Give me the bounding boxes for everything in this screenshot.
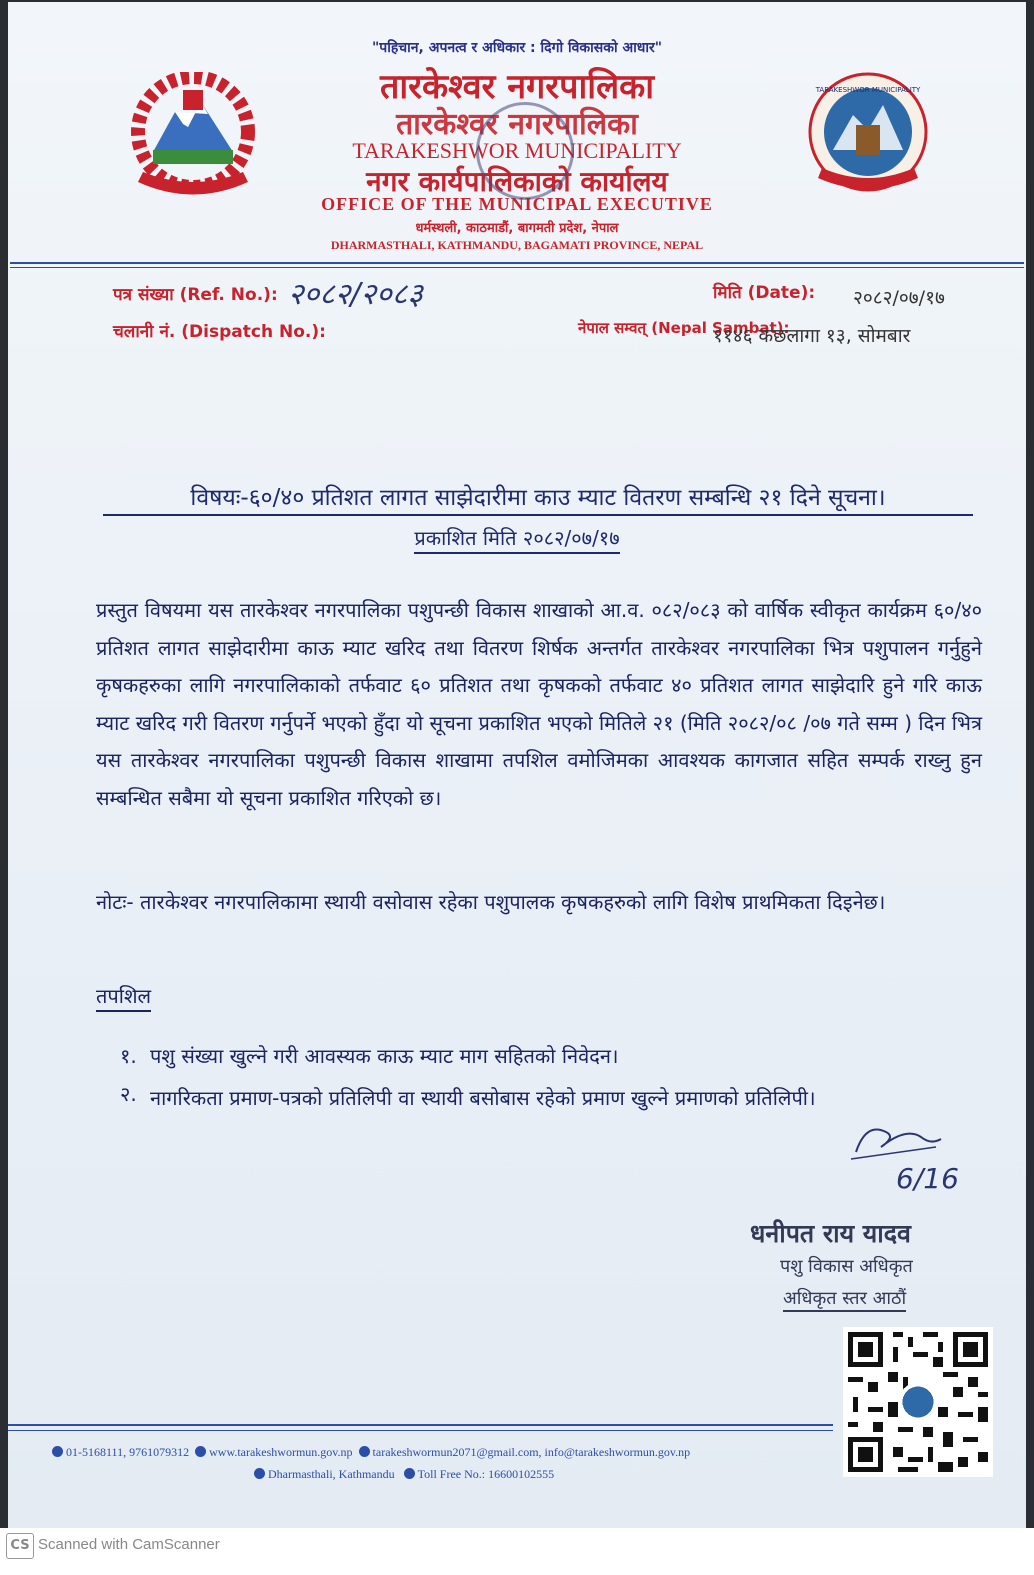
list-item-1-text: पशु संख्या खुल्ने गरी आवस्यक काऊ म्याट माग सहितको निवेदन। xyxy=(150,1044,619,1068)
date-value: २०८२/०७/१७ xyxy=(853,287,945,309)
published-date xyxy=(0,524,1034,551)
org-name-newari: तारकेश्वर नगरपालिका xyxy=(396,107,638,142)
footer-location: Dharmasthali, Kathmandu xyxy=(268,1467,395,1481)
org-name-english: TARAKESHWOR MUNICIPALITY xyxy=(352,138,682,163)
signatory-level: अधिकृत स्तर आठौं xyxy=(783,1286,906,1312)
footer-phone: 01-5168111, 9761079312 xyxy=(66,1445,190,1459)
note-paragraph: नोटः- तारकेश्वर नगरपालिकामा स्थायी वसोवास रहेका पशुपालक कृषकहरुको लागि विशेष प्राथमिकता दिइनेछ। xyxy=(96,890,886,914)
footer-rule-bottom xyxy=(8,1430,833,1431)
published-date-text: प्रकाशित मिति २०८२/०७/१७ xyxy=(414,526,619,554)
office-seal-stamp xyxy=(476,102,574,200)
list-heading: तपशिल xyxy=(96,982,151,1012)
office-name-english: OFFICE OF THE MUNICIPAL EXECUTIVE xyxy=(321,194,713,214)
signatory-name: धनीपत राय यादव xyxy=(750,1219,911,1248)
phone-icon xyxy=(52,1446,63,1457)
signatory-designation: पशु विकास अधिकृत xyxy=(780,1256,913,1277)
office-name-nepali: नगर कार्यपालिकाको कार्यालय xyxy=(366,165,668,198)
globe-icon xyxy=(195,1446,206,1457)
ref-value-handwritten: २०८२/२०८३ xyxy=(288,277,423,312)
body-paragraph: प्रस्तुत विषयमा यस तारकेश्वर नगरपालिका पशुपन्छी विकास शाखाको आ.व. ०८२/०८३ को वार्षिक स्वीकृत कार्यक्रम ६०/४० प्रतिशत लागत साझेदारीमा काऊ म्याट खरिद तथा वितरण शिर्षक अन्तर्गत तारकेश्वर नगरपालिका भित्र पशुपालन गर्नुहुने कृषकहरुका लागि नगरपालिकाको तर्फवाट ६० प्रतिशत तथा कृषकको तर्फवाट ४० प्रतिशत लागत साझेदारि हुने गरि काऊ म्याट खरिद गरी वितरण गर्नुपर्ने भएको हुँदा यो सूचना प्रकाशित भएको मितिले २१ (मिति २०८२/०८ /०७ गते सम्म ) दिन भित्र यस तारकेश्वर नगरपालिका पशुपन्छी विकास शाखामा तपशिल वमोजिमका आवश्यक कागजात सहित सम्पर्क राख्नु हुन सम्बन्धित सबैमा यो सूचना प्रकाशित गरिएको छ। xyxy=(96,598,982,810)
dispatch-label: चलानी नं. (Dispatch No.): xyxy=(113,322,326,342)
nepal-sambat-value: ११४६ कछलागा १३, सोमबार xyxy=(713,325,911,347)
footer-email[interactable]: tarakeshwormun2071@gmail.com, info@tarakeshwormun.gov.np xyxy=(372,1445,691,1459)
notice-subject: विषयः-६०/४० प्रतिशत लागत साझेदारीमा काउ म्याट वितरण सम्बन्धि २१ दिने सूचना। xyxy=(103,480,973,516)
address-english: DHARMASTHALI, KATHMANDU, BAGAMATI PROVINCE, NEPAL xyxy=(330,238,704,252)
signature-date-handwritten: 6/16 xyxy=(896,1162,959,1195)
camscanner-logo: CS xyxy=(6,1533,34,1559)
header-rule-bottom xyxy=(10,267,1024,268)
footer-contact-line xyxy=(52,1445,690,1460)
list-item-2-text: नागरिकता प्रमाण-पत्रको प्रतिलिपी वा स्थायी बसोबास रहेको प्रमाण खुल्ने प्रमाणको प्रतिलिपी। xyxy=(150,1086,816,1110)
footer-rule-top xyxy=(8,1424,833,1426)
org-name-nepali: तारकेश्वर नगरपालिका xyxy=(379,67,655,107)
email-icon xyxy=(359,1446,370,1457)
nepal-sambat-label: नेपाल सम्वत् (Nepal Sambat): xyxy=(578,319,790,337)
footer-website[interactable]: www.tarakeshwormun.gov.np xyxy=(209,1445,353,1459)
camscanner-text: Scanned with CamScanner xyxy=(38,1536,220,1553)
tagline: "पहिचान, अपनत्व र अधिकार : दिगो विकासको आधार" xyxy=(371,40,663,56)
letter-page xyxy=(8,2,1026,1528)
list-item-1-number: १. xyxy=(120,1044,137,1068)
footer-address-line xyxy=(254,1467,554,1482)
footer-tollfree: Toll Free No.: 16600102555 xyxy=(417,1467,555,1481)
telephone-icon xyxy=(404,1468,415,1479)
header-rule-top xyxy=(10,262,1024,264)
list-item-2-number: २. xyxy=(120,1082,137,1106)
date-label: मिति (Date): xyxy=(713,283,816,303)
qr-code[interactable] xyxy=(843,1327,993,1477)
logo-ring-text: TARAKESHWOR MUNICIPALITY xyxy=(815,86,921,94)
location-pin-icon xyxy=(254,1468,265,1479)
ref-label: पत्र संख्या (Ref. No.): xyxy=(113,285,278,305)
address-nepali: धर्मस्थली, काठमाडौं, बागमती प्रदेश, नेपाल xyxy=(415,221,619,236)
